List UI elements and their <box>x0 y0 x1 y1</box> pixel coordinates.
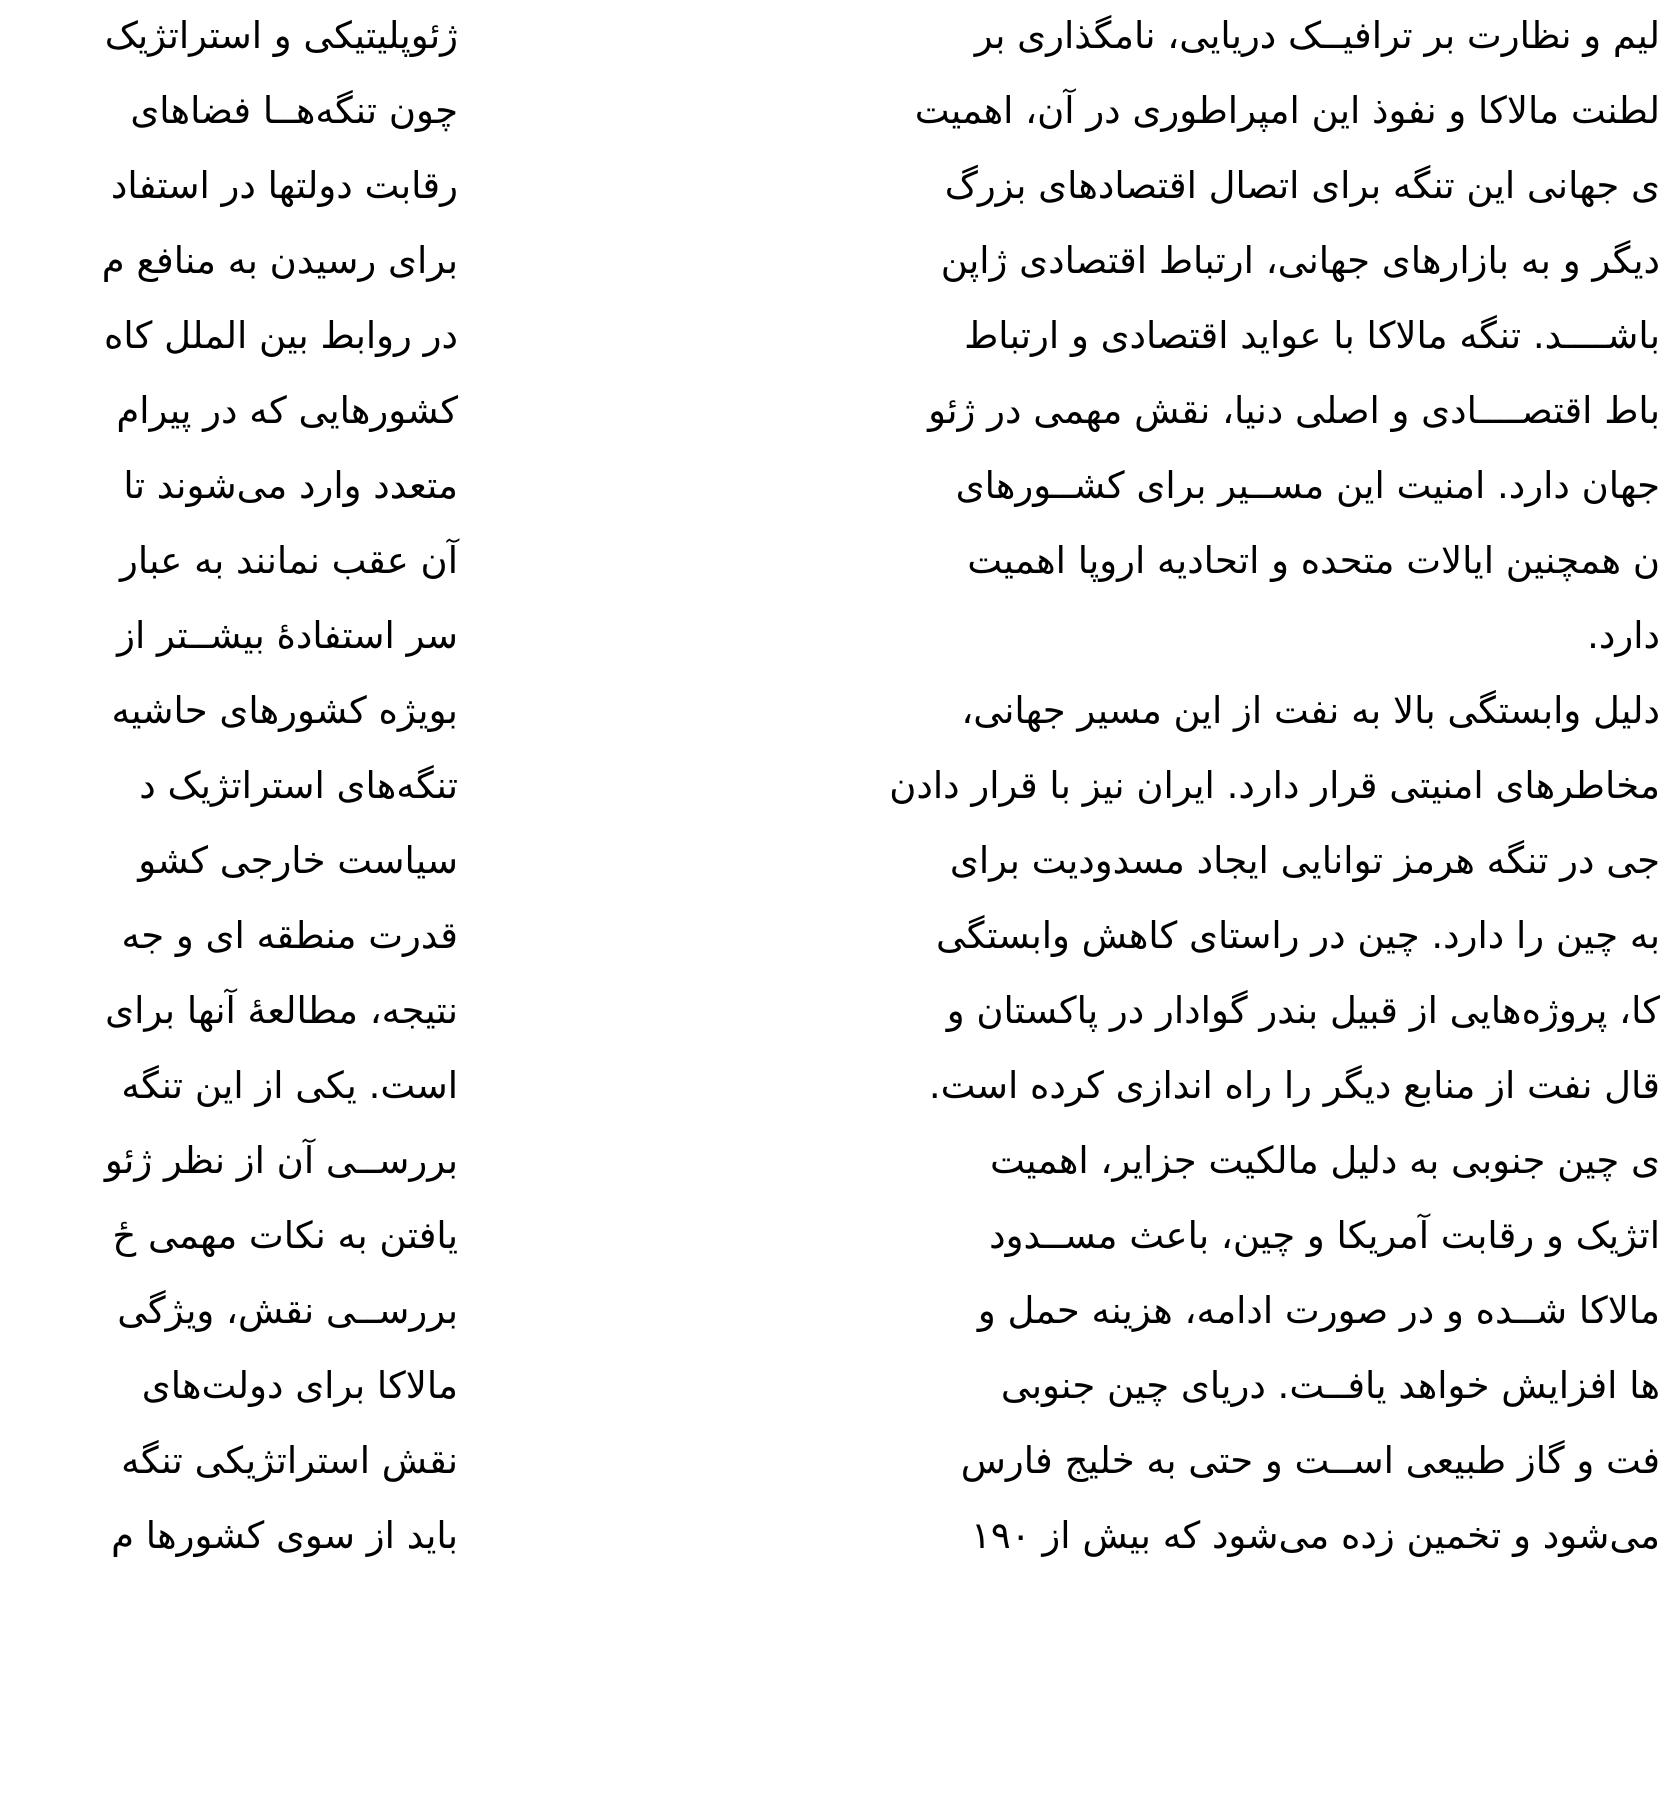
text-line: بررســی آن از نظر ژئو <box>104 1139 458 1182</box>
text-line: است. یکی از این تنگه <box>121 1064 458 1107</box>
text-line: کشورهایی که در پیرام <box>116 389 458 432</box>
text-line: اتژیک و رقابت آمریکا و چین، باعث مســدود <box>989 1214 1660 1257</box>
text-line: لطنت مالاکا و نفوذ این امپراطوری در آن، اهمیت <box>914 89 1660 132</box>
text-line: ها افزایش خواهد یافــت. دریای چین جنوبی <box>1000 1364 1660 1407</box>
text-line: کا، پروژه‌هایی از قبیل بندر گوادار در پاکستان و <box>946 989 1660 1032</box>
text-line: دیگر و به بازارهای جهانی، ارتباط اقتصادی ژاپن <box>940 239 1660 282</box>
text-line: چون تنگه‌هــا فضاهای <box>130 89 458 132</box>
text-line: جهان دارد. امنیت این مســیر برای کشــورهای <box>955 464 1660 507</box>
text-line: آن عقب نمانند به عبار <box>120 539 458 582</box>
text-line: لیم و نظارت بر ترافیــک دریایی، نامگذاری بر <box>974 14 1660 57</box>
text-line: نتیجه، مطالعهٔ آنها برای <box>105 989 458 1032</box>
text-line: یافتن به نکات مهمی ځ <box>112 1214 458 1257</box>
text-line: برای رسیدن به منافع م <box>101 239 458 282</box>
text-line: متعدد وارد می‌شوند تا <box>123 464 458 507</box>
text-line: ژئوپلیتیکی و استراتژیک <box>104 14 458 57</box>
text-line: مالاکا شــده و در صورت ادامه، هزینه حمل و <box>977 1289 1660 1332</box>
text-line: فت و گاز طبیعی اســت و حتی به خلیج فارس <box>960 1439 1660 1482</box>
text-line: سیاست خارجی کشو <box>138 839 458 882</box>
text-line: جی در تنگه هرمز توانایی ایجاد مسدودیت برای <box>949 839 1660 882</box>
text-line: به چین را دارد. چین در راستای کاهش وابستگی <box>936 914 1660 957</box>
right-text-column <box>560 0 1660 1794</box>
text-line: می‌شود و تخمین زده می‌شود که بیش از ۱۹۰ <box>971 1514 1660 1557</box>
text-line: مخاطرهای امنیتی قرار دارد. ایران نیز با قرار دادن <box>889 764 1660 807</box>
text-line: مالاکا برای دولت‌های <box>141 1364 458 1407</box>
text-line: قدرت منطقه ای و جه <box>121 914 458 957</box>
text-line: نقش استراتژیکی تنگه <box>121 1439 458 1482</box>
text-line: در روابط بین الملل کاه <box>104 314 458 357</box>
text-line: باشــــد. تنگه مالاکا با عواید اقتصادی و ارتباط <box>964 314 1660 357</box>
text-line: رقابت دولتها در استفاد <box>110 164 458 207</box>
text-line: دلیل وابستگی بالا به نفت از این مسیر جهانی، <box>961 689 1660 732</box>
left-text-column <box>0 0 458 1794</box>
text-line: ن همچنین ایالات متحده و اتحادیه اروپا اهمیت <box>967 539 1660 582</box>
text-line: قال نفت از منابع دیگر را راه اندازی کرده است. <box>928 1064 1660 1107</box>
text-line: تنگه‌های استراتژیک د <box>139 764 458 807</box>
text-line: ی جهانی این تنگه برای اتصال اقتصادهای بزرگ <box>944 164 1660 207</box>
text-line: ی چین جنوبی به دلیل مالکیت جزایر، اهمیت <box>989 1139 1660 1182</box>
text-line: دارد. <box>1587 614 1660 657</box>
text-line: سر استفادهٔ بیشــتر از <box>117 614 458 657</box>
text-line: باط اقتصــــادی و اصلی دنیا، نقش مهمی در ژئو <box>928 389 1660 432</box>
text-line: بررســی نقش، ویژگی <box>117 1289 458 1332</box>
text-line: بویژه کشورهای حاشیه <box>111 689 458 732</box>
text-line: باید از سوی کشورها م <box>111 1514 458 1557</box>
